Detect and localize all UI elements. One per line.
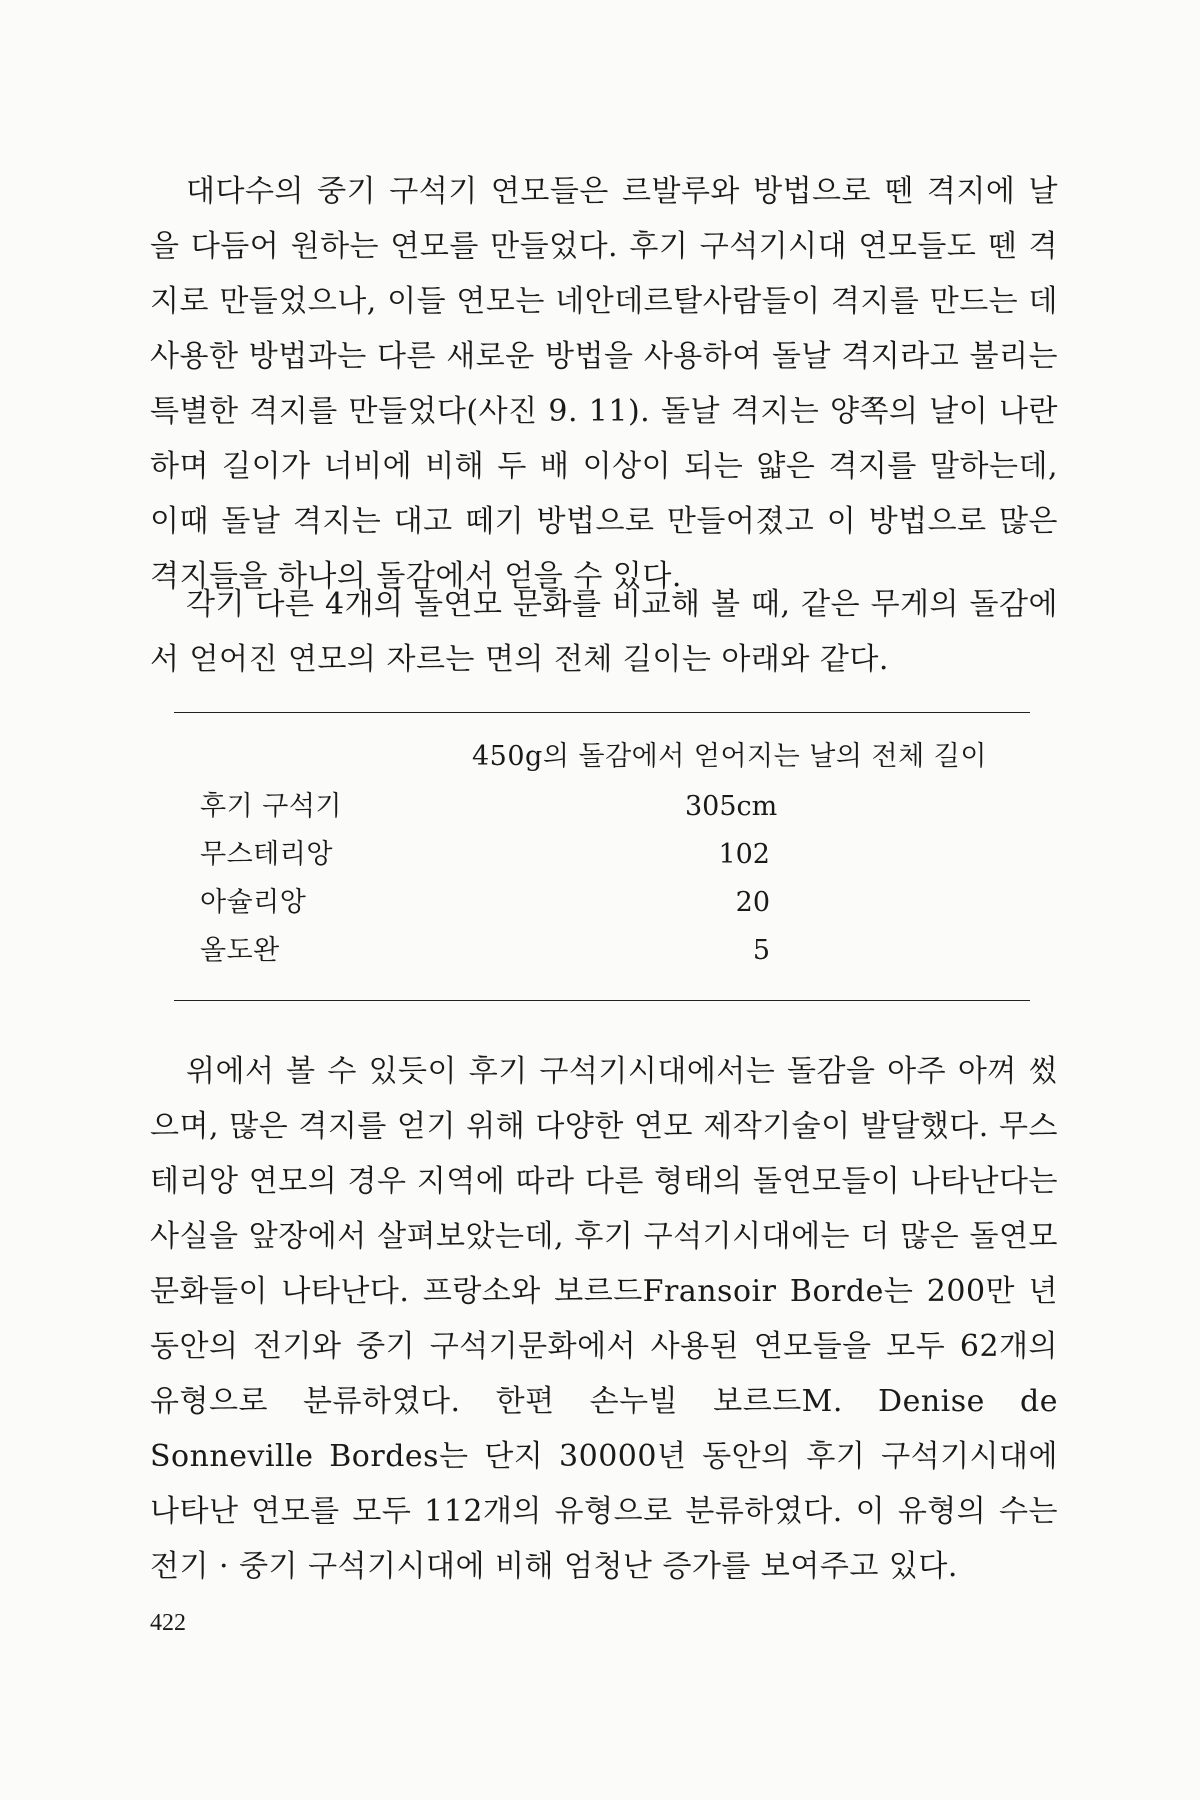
table-top-rule	[174, 712, 1030, 713]
table-row	[200, 928, 920, 974]
table-row	[200, 880, 920, 926]
row-value: 5	[752, 935, 770, 966]
row-label: 후기 구석기	[200, 791, 342, 822]
row-label: 무스테리앙	[200, 839, 333, 870]
paragraph-3: 위에서 볼 수 있듯이 후기 구석기시대에서는 돌감을 아주 아껴 썼으며, 많은 격지를 얻기 위해 다양한 연모 제작기술이 발달했다. 무스테리앙 연모의 경우 지역에 따라 다른 형태의 돌연모들이 나타난다는 사실을 앞장에서 살펴보았는데, 후기 구석기시대에는 더 많은 돌연모 문화들이 나타난다. 프랑소와 보르드Fransoir Borde는 200만 년 동안의 전기와 중기 구석기문화에서 사용된 연모들을 모두 62개의 유형으로 분류하였다. 한편 손누빌 보르드M. Denise de Sonneville Bordes는 단지 30000년 동안의 후기 구석기시대에 나타난 연모를 모두 112개의 유형으로 분류하였다. 이 유형의 수는 전기 · 중기 구석기시대에 비해 엄청난 증가를 보여주고 있다.	[150, 1054, 1058, 1584]
row-label: 올도완	[200, 935, 280, 966]
table-bottom-rule	[174, 1000, 1030, 1001]
page-number: 422	[150, 1610, 186, 1636]
row-value: 20	[735, 887, 770, 918]
table-row	[200, 832, 920, 878]
row-value: 305cm	[685, 791, 778, 822]
row-value: 102	[718, 839, 770, 870]
row-label: 아슐리앙	[200, 887, 307, 918]
table-header: 450g의 돌감에서 얻어지는 날의 전체 길이	[472, 741, 987, 772]
paragraph-2: 각기 다른 4개의 돌연모 문화를 비교해 볼 때, 같은 무게의 돌감에서 얻어진 연모의 자르는 면의 전체 길이는 아래와 같다.	[150, 587, 1058, 677]
paragraph-1: 대다수의 중기 구석기 연모들은 르발루와 방법으로 뗀 격지에 날을 다듬어 원하는 연모를 만들었다. 후기 구석기시대 연모들도 뗀 격지로 만들었으나, 이들 연모는 네안데르탈사람들이 격지를 만드는 데 사용한 방법과는 다른 새로운 방법을 사용하여 돌날 격지라고 불리는 특별한 격지를 만들었다(사진 9. 11). 돌날 격지는 양쪽의 날이 나란하며 길이가 너비에 비해 두 배 이상이 되는 얇은 격지를 말하는데, 이때 돌날 격지는 대고 떼기 방법으로 만들어졌고 이 방법으로 많은 격지들을 하나의 돌감에서 얻을 수 있다.	[150, 174, 1058, 594]
table-row	[200, 784, 920, 830]
